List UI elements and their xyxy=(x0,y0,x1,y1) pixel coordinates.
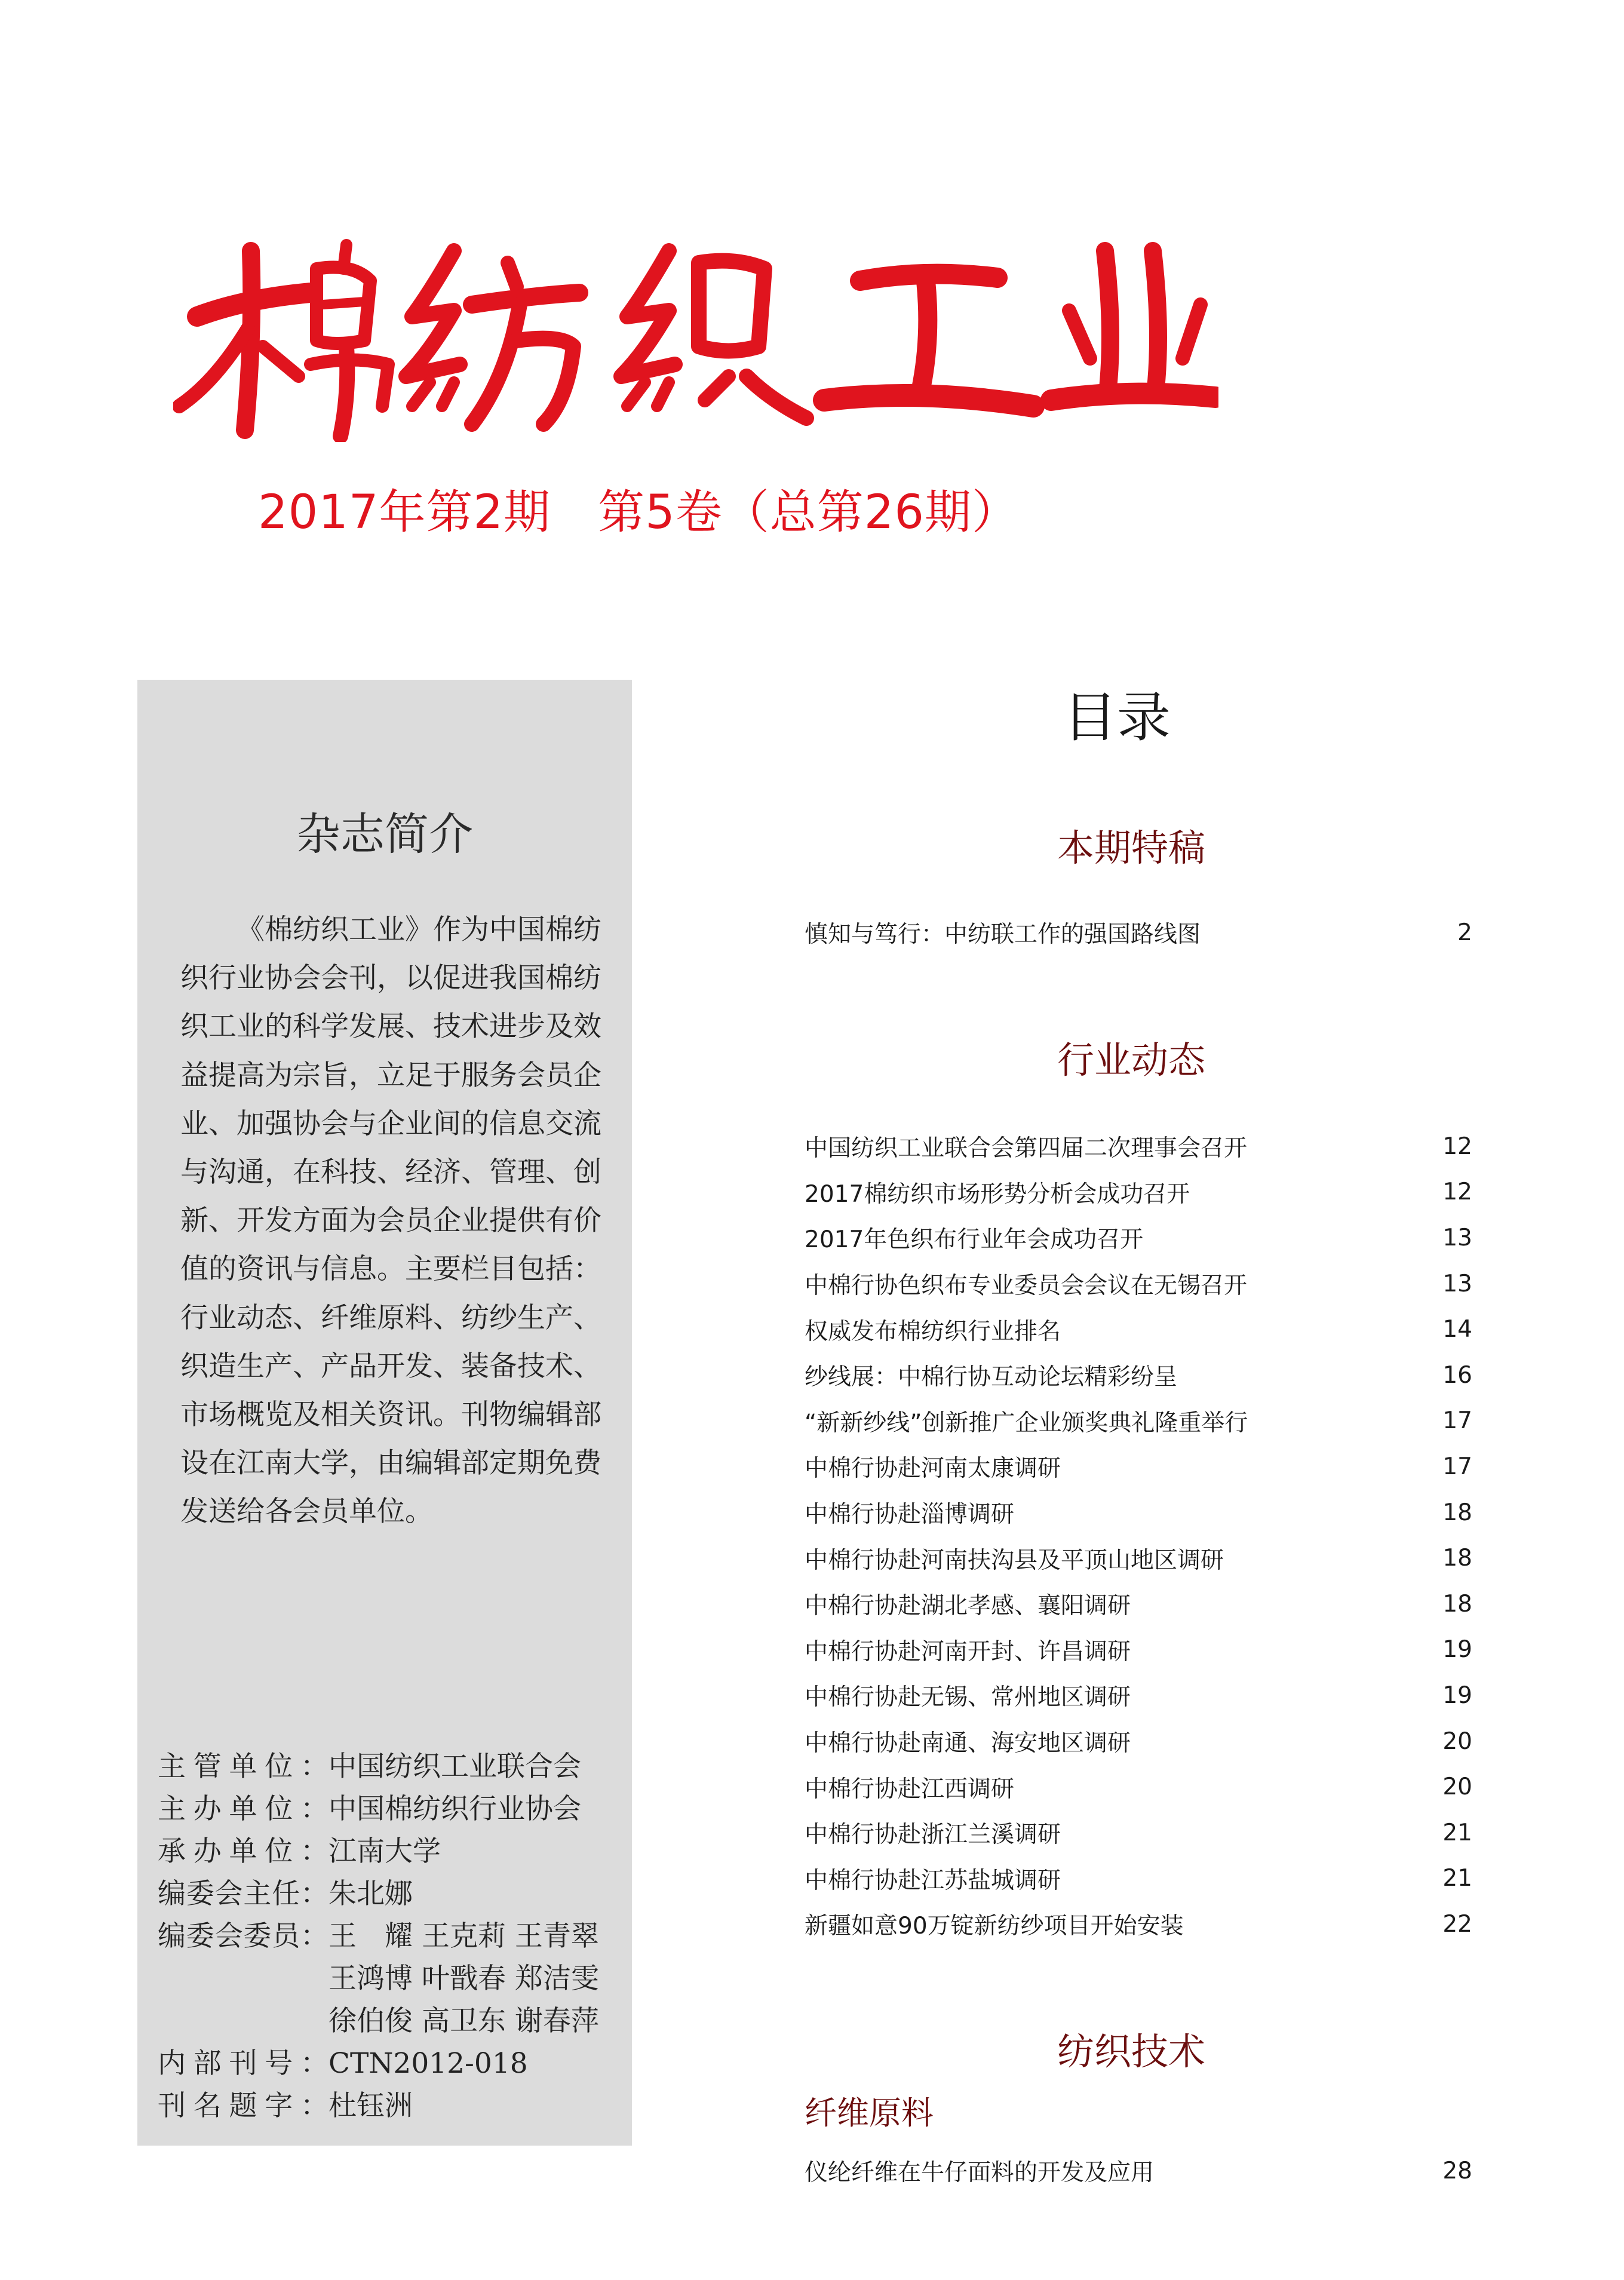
intro-line: 《棉纺织工业》作为中国棉纺 xyxy=(237,913,601,946)
toc-entry-title: 权威发布棉纺织行业排名 xyxy=(805,1318,1061,1345)
toc-entry[interactable] xyxy=(805,1398,1472,1444)
issn-label: 内部刊号： xyxy=(158,2047,329,2080)
toc-entry-page: 21 xyxy=(1442,1819,1472,1846)
toc-entry-page: 2 xyxy=(1457,919,1472,946)
toc-entry-page: 12 xyxy=(1442,1133,1472,1160)
sponsor-value: 中国棉纺织行业协会 xyxy=(329,1793,581,1825)
toc-entry[interactable] xyxy=(805,1901,1472,1947)
issn-value: CTN2012-018 xyxy=(329,2047,528,2080)
toc-entry-title: 中棉行协赴江苏盐城调研 xyxy=(805,1867,1061,1894)
toc-entry[interactable] xyxy=(805,1535,1472,1581)
intro-line: 行业动态、纤维原料、纺纱生产、 xyxy=(180,1301,601,1334)
calligraphy-label: 刊名题字： xyxy=(158,2089,329,2122)
masthead-logo xyxy=(173,227,1218,442)
members-row xyxy=(158,1915,624,1957)
toc-entry-page: 18 xyxy=(1442,1590,1472,1618)
intro-line: 织行业协会会刊，以促进我国棉纺 xyxy=(180,962,601,995)
toc-entry-title: 中棉行协赴河南开封、许昌调研 xyxy=(805,1638,1131,1665)
toc-title: 目录 xyxy=(1063,686,1171,749)
toc-entry-title: 中国纺织工业联合会第四届二次理事会召开 xyxy=(805,1135,1248,1162)
intro-line: 织工业的科学发展、技术进步及效 xyxy=(180,1010,601,1044)
chair-value: 朱北娜 xyxy=(329,1877,413,1910)
toc-entry[interactable] xyxy=(805,1627,1472,1673)
toc-entry[interactable] xyxy=(805,1352,1472,1398)
organizer-label: 承办单位： xyxy=(158,1835,329,1868)
section-heading: 本期特稿 xyxy=(1057,826,1206,870)
toc-entry-title: “新新纱线”创新推广企业颁奖典礼隆重举行 xyxy=(805,1409,1248,1437)
members-value: 王 耀 王克莉 王青翠 xyxy=(329,1920,599,1953)
toc-entry[interactable] xyxy=(805,1673,1472,1719)
toc-entry-page: 17 xyxy=(1442,1407,1472,1435)
toc-entry[interactable] xyxy=(805,1810,1472,1856)
toc-entry[interactable] xyxy=(805,1215,1472,1261)
toc-entry[interactable] xyxy=(805,1306,1472,1352)
section-heading: 行业动态 xyxy=(1057,1038,1206,1082)
toc-entry-title: 中棉行协赴河南太康调研 xyxy=(805,1455,1061,1483)
toc-entry-title: 中棉行协赴南通、海安地区调研 xyxy=(805,1730,1131,1757)
toc-entry-page: 20 xyxy=(1442,1773,1472,1801)
calligraphy-value: 杜钰洲 xyxy=(329,2089,413,2122)
toc-entry-title: 纱线展：中棉行协互动论坛精彩纷呈 xyxy=(805,1364,1178,1391)
intro-title: 杂志简介 xyxy=(296,809,473,860)
toc-entry[interactable] xyxy=(805,1170,1472,1216)
toc-entry-page: 13 xyxy=(1442,1270,1472,1297)
toc-entry-page: 14 xyxy=(1442,1316,1472,1343)
toc-entry-page: 16 xyxy=(1442,1361,1472,1389)
sponsor-label: 主办单位： xyxy=(158,1793,329,1825)
toc-entry-title: 中棉行协赴无锡、常州地区调研 xyxy=(805,1684,1131,1711)
toc-entry-page: 13 xyxy=(1442,1224,1472,1251)
subsection-heading: 纤维原料 xyxy=(805,2094,934,2132)
toc-entry[interactable] xyxy=(805,1444,1472,1490)
toc-entry-title: 新疆如意90万锭新纺纱项目开始安装 xyxy=(805,1913,1184,1940)
toc-entry[interactable] xyxy=(805,1490,1472,1536)
toc-entry-title: 2017棉纺织市场形势分析会成功召开 xyxy=(805,1180,1190,1208)
toc-entry-title: 中棉行协色织布专业委员会会议在无锡召开 xyxy=(805,1272,1248,1300)
intro-line: 市场概览及相关资讯。刊物编辑部 xyxy=(180,1398,601,1432)
toc-entry-page: 18 xyxy=(1442,1499,1472,1526)
toc-entry-title: 仪纶纤维在牛仔面料的开发及应用 xyxy=(805,2159,1155,2187)
toc-entry-page: 17 xyxy=(1442,1453,1472,1480)
toc-entry-page: 20 xyxy=(1442,1727,1472,1755)
toc-entry-title: 2017年色织布行业年会成功召开 xyxy=(805,1226,1144,1254)
section-heading: 纺织技术 xyxy=(1057,2030,1206,2073)
chair-label: 编委会主任： xyxy=(158,1877,329,1910)
toc-entry-title: 中棉行协赴湖北孝感、襄阳调研 xyxy=(805,1592,1131,1620)
toc-entry-page: 28 xyxy=(1442,2157,1472,2184)
intro-line: 值的资讯与信息。主要栏目包括： xyxy=(180,1253,601,1286)
supervisor-label: 主管单位： xyxy=(158,1750,329,1783)
publication-info xyxy=(158,1745,624,2127)
intro-body xyxy=(180,906,601,1536)
toc-entry[interactable] xyxy=(805,1581,1472,1627)
toc-entry-page: 19 xyxy=(1442,1681,1472,1709)
toc-entry-page: 19 xyxy=(1442,1636,1472,1664)
issue-info: 2017年第2期 第5卷（总第26期） xyxy=(258,486,1020,539)
members-label: 编委会委员： xyxy=(158,1920,329,1953)
intro-line: 发送给各会员单位。 xyxy=(180,1495,433,1529)
members-value-cont: 徐伯俊 高卫东 谢春萍 xyxy=(329,2005,599,2037)
toc-entry-page: 22 xyxy=(1442,1910,1472,1938)
toc-entry[interactable] xyxy=(805,2148,1472,2194)
organizer-value: 江南大学 xyxy=(329,1835,441,1868)
issn-row xyxy=(158,2042,624,2085)
toc-entry-title: 中棉行协赴江西调研 xyxy=(805,1775,1015,1803)
toc-list-tech xyxy=(805,2148,1472,2194)
intro-line: 新、开发方面为会员企业提供有价 xyxy=(180,1204,601,1238)
intro-line: 织造生产、产品开发、装备技术、 xyxy=(180,1349,601,1383)
supervisor-row xyxy=(158,1745,624,1788)
toc-entry-page: 12 xyxy=(1442,1179,1472,1206)
toc-entry-title: 中棉行协赴河南扶沟县及平顶山地区调研 xyxy=(805,1546,1224,1574)
supervisor-value: 中国纺织工业联合会 xyxy=(329,1750,581,1783)
intro-line: 益提高为宗旨，立足于服务会员企 xyxy=(180,1058,601,1092)
toc-entry-title: 中棉行协赴浙江兰溪调研 xyxy=(805,1821,1061,1849)
toc-list-news xyxy=(805,1124,1472,1947)
toc-entry[interactable] xyxy=(805,1261,1472,1307)
intro-line: 设在江南大学，由编辑部定期免费 xyxy=(180,1447,601,1480)
toc-entry-page: 18 xyxy=(1442,1545,1472,1572)
magazine-intro-panel xyxy=(137,680,632,2146)
intro-line: 业、加强协会与企业间的信息交流 xyxy=(180,1107,601,1140)
intro-line: 与沟通，在科技、经济、管理、创 xyxy=(180,1156,601,1189)
toc-entry[interactable] xyxy=(805,1764,1472,1810)
toc-list-feature xyxy=(805,910,1472,956)
toc-entry[interactable] xyxy=(805,1856,1472,1902)
toc-entry-title: 慎知与笃行：中纺联工作的强国路线图 xyxy=(805,921,1201,949)
toc-entry-title: 中棉行协赴淄博调研 xyxy=(805,1501,1015,1529)
sponsor-row xyxy=(158,1788,624,1830)
chair-row xyxy=(158,1873,624,1915)
members-value-cont: 王鸿博 叶戬春 郑洁雯 xyxy=(329,1962,599,1995)
toc-entry-page: 21 xyxy=(1442,1865,1472,1892)
organizer-row xyxy=(158,1830,624,1873)
toc-entry[interactable] xyxy=(805,910,1472,956)
toc-entry[interactable] xyxy=(805,1124,1472,1170)
calligraphy-row xyxy=(158,2085,624,2127)
toc-entry[interactable] xyxy=(805,1719,1472,1765)
calligraphy-title-graphic xyxy=(173,227,1218,442)
